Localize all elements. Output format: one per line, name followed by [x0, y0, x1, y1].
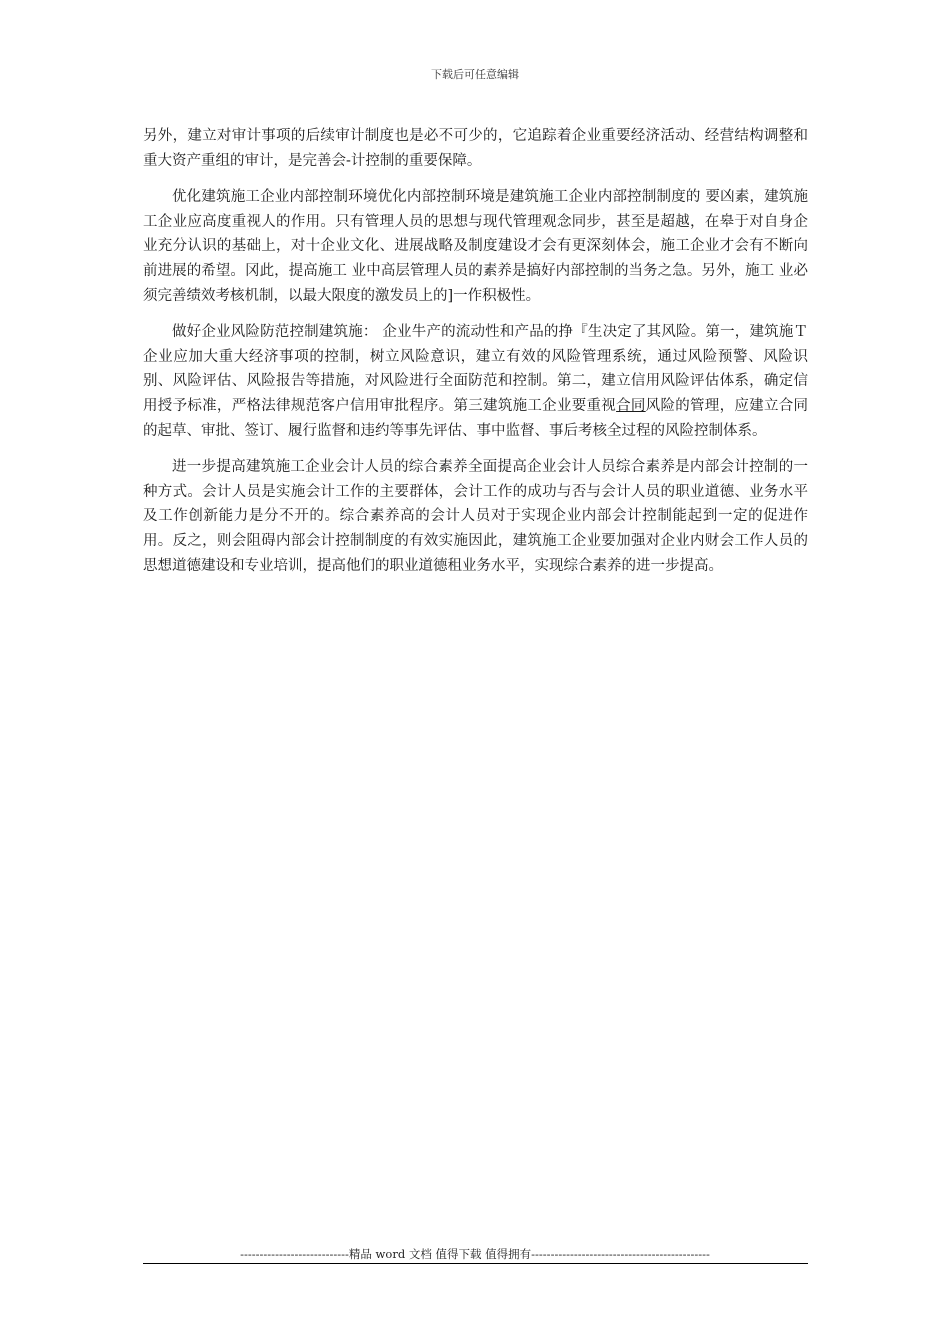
paragraph-control-environment: 优化建筑施工企业内部控制环境优化内部控制环境是建筑施工企业内部控制制度的 要凶素，建筑施工企业应高度重视人的作用。只有管理人员的思想与现代管理观念同步，甚至是超越，在皋于对自身企业充分认识的基础上，对十企业文化、进展战略及制度建设才会有更深刻体会，施工企业才会有不断向前进展的希望。冈此，提高施工 业中高层管理人员的素养是搞好内部控制的当务之急。另外，施工 业必须完善绩效考核机制，以最大限度的激发员上的]一作积极性。 [143, 189, 808, 304]
paragraph-risk-control [143, 320, 808, 443]
contract-link[interactable]: 合同 [616, 397, 646, 414]
paragraph-risk-control-text-before: 做好企业风险防范控制建筑施： 企业牛产的流动性和产品的挣『生决定了其风险。第一，建筑施Ｔ企业应加大重大经济事项的控制，树立风险意识，建立有效的风险管理系统，通过风险预警、风险识别、风险评估、风险报告等措施，对风险进行全面防范和控制。第二，建立信用风险评估体系，确定信用授予标准，严格法律规范客户信用审批程序。第三建筑施工企业要重视 [143, 324, 808, 414]
document-body [143, 124, 808, 590]
page-footer: ----------------------------精品 word 文档 值得下载 值得拥有---------------------------------------------- [240, 1247, 710, 1261]
footer-divider [143, 1263, 808, 1264]
paragraph-accountant-quality: 进一步提高建筑施工企业会计人员的综合素养全面提高企业会计人员综合素养是内部会计控制的一种方式。会计人员是实施会计工作的主要群体，会计工作的成功与否与会计人员的职业道德、业务水平及工作创新能力是分不开的。综合素养高的会计人员对于实现企业内部会计控制能起到一定的促进作用。反之，则会阻碍内部会计控制制度的有效实施因此，建筑施工企业要加强对企业内财会工作人员的思想道德建设和专业培训，提高他们的职业道德租业务水平，实现综合素养的进一步提高。 [143, 459, 808, 574]
paragraph-audit-follow-up: 另外，建立对审计事项的后续审计制度也是必不可少的，它追踪着企业重要经济活动、经营结构调整和重大资产重组的审计，是完善会-计控制的重要保障。 [143, 128, 808, 169]
page-header: 下载后可任意编辑 [431, 68, 519, 81]
paragraph-risk-control-text-after: 风险的管理，应建立合同的起草、审批、签订、履行监督和违约等事先评估、事中监督、事后考核全过程的风险控制体系。 [143, 397, 809, 439]
